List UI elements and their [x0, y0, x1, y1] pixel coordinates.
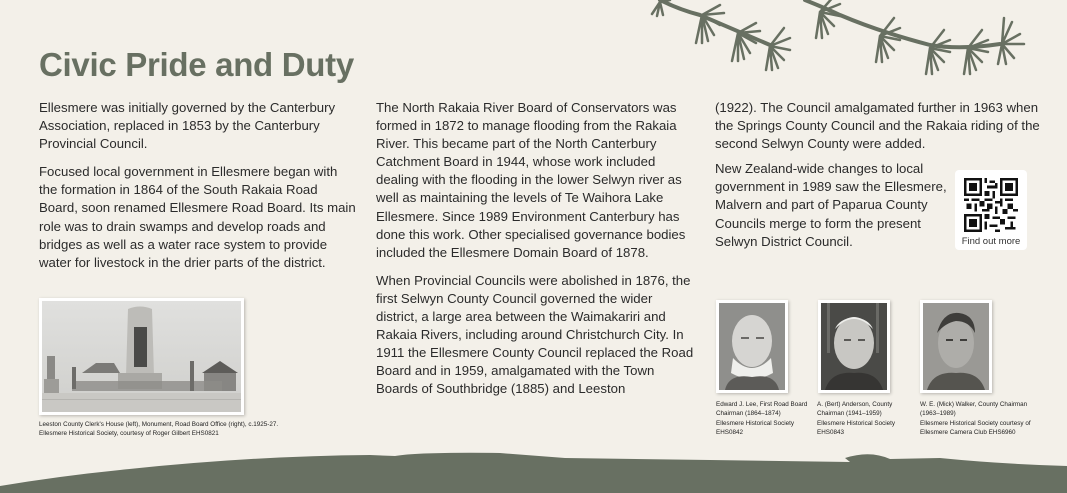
- ground-band: [0, 450, 1067, 493]
- portrait-caption: [817, 401, 917, 437]
- paragraph: When Provincial Councils were abolished in 1876, the first Selwyn County Council governed the wider district, a large area between the Waimakariri and Rakaia Rivers, including around Christchurch City. In 1911 the Ellesmere County Council replaced the Road Board and in 1959, amalgamated with the Town Boards of Southbridge (1885) and Leeston: [376, 272, 694, 397]
- portrait-image: [821, 303, 887, 390]
- paragraph: The North Rakaia River Board of Conservators was formed in 1872 to manage flooding from the Rakaia River. This became part of the North Canterbury Catchment Board in 1944, whose work included dealing with the flooding in the lower Selwyn river as well as maintaining the levels of Te Waihora Lake Ellesmere. Since 1989 Environment Canterbury has done this work. Other specialised governance bodies included the Ellesmere Domain Board of 1878.: [376, 100, 686, 260]
- caption-text: A. (Bert) Anderson, County Chairman (1941–1959): [817, 401, 893, 417]
- monument-caption: [39, 421, 299, 438]
- paragraph: Focused local government in Ellesmere began with the formation in 1864 of the South Rakaia Road Board, soon renamed Ellesmere Road Board. Its main role was to drain swamps and develop roads and bridges as well as a water race system to provide water for livestock in the drier parts of the district.: [39, 164, 356, 270]
- qr-code-icon[interactable]: [964, 178, 1018, 232]
- column-2: [376, 99, 696, 409]
- portrait-mick-walker: [920, 300, 992, 393]
- caption-text: Edward J. Lee, First Road Board Chairman (1864–1874): [716, 401, 808, 417]
- portrait-caption: [920, 401, 1040, 437]
- qr-card[interactable]: [955, 170, 1027, 250]
- monument-photo: [39, 298, 244, 415]
- paragraph: New Zealand-wide changes to local government in 1989 saw the Ellesmere, Malvern and part of Paparua County Councils merge to form the present Selwyn District Council.: [715, 161, 947, 249]
- find-out-more-label[interactable]: Find out more: [961, 236, 1021, 247]
- caption-text: Leeston County Clerk's House (left), Monument, Road Board Office (right), c.1925-27.: [39, 421, 279, 428]
- caption-credit: Ellesmere Historical Society courtesy of Ellesmere Camera Club EHS6960: [920, 420, 1031, 436]
- portrait-image: [923, 303, 989, 390]
- caption-text: W. E. (Mick) Walker, County Chairman (1963–1989): [920, 401, 1028, 417]
- caption-credit: Ellesmere Historical Society, courtesy of Roger Gilbert EHS0821: [39, 429, 219, 437]
- portrait-edward-lee: [716, 300, 788, 393]
- portrait-caption: [716, 401, 816, 437]
- portrait-image: [719, 303, 785, 390]
- paragraph: (1922). The Council amalgamated further in 1963 when the Springs County Council and the Rakaia riding of the second Selwyn County were added.: [715, 100, 1040, 152]
- fern-branches-icon: [640, 0, 1067, 80]
- paragraph: Ellesmere was initially governed by the Canterbury Association, replaced in 1853 by the Canterbury Provincial Council.: [39, 100, 336, 152]
- caption-credit: Ellesmere Historical Society EHS0843: [817, 420, 896, 436]
- portrait-bert-anderson: [818, 300, 890, 393]
- column-1: [39, 99, 359, 282]
- monument-image: [42, 301, 241, 412]
- page-title: Civic Pride and Duty: [39, 46, 354, 83]
- caption-credit: Ellesmere Historical Society EHS0842: [716, 420, 795, 436]
